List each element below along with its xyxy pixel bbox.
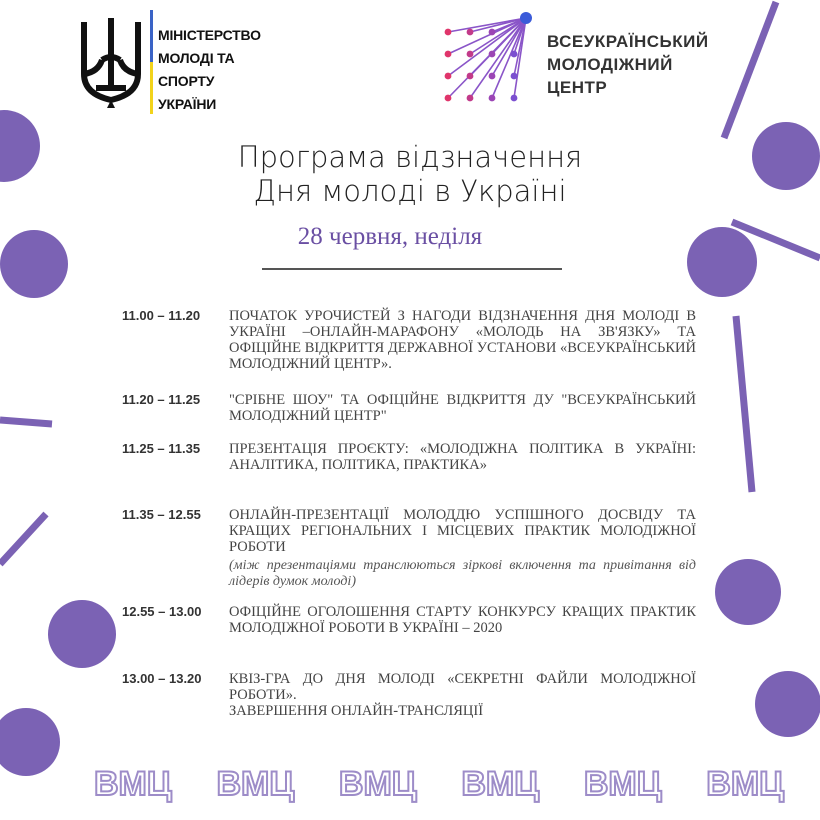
network-link (514, 18, 526, 98)
decor-line (0, 420, 52, 424)
schedule-text: КВІЗ-ГРА ДО ДНЯ МОЛОДІ «СЕКРЕТНІ ФАЙЛИ МОЛОДІЖНОЇ РОБОТИ». (229, 671, 696, 703)
network-node (467, 73, 474, 80)
footer-tags (94, 765, 784, 804)
trident-icon (78, 14, 144, 110)
footer-tag: ВМЦ (706, 765, 784, 803)
schedule-text: ОНЛАЙН-ПРЕЗЕНТАЦІЇ МОЛОДДЮ УСПІШНОГО ДОСВІДУ ТА КРАЩИХ РЕГІОНАЛЬНИХ І МІСЦЕВИХ ПРАКТИК МОЛОДІЖНОЇ РОБОТИ (229, 507, 696, 555)
schedule-time: 12.55 – 13.00 (122, 604, 202, 619)
ministry-line: МІНІСТЕРСТВО (158, 27, 261, 43)
network-node (445, 51, 452, 58)
network-icon (440, 10, 540, 110)
footer-tag: ВМЦ (583, 765, 662, 803)
footer-tag: ВМЦ (461, 765, 540, 803)
center-line: МОЛОДІЖНИЙ (547, 55, 673, 74)
schedule-text-block (229, 671, 696, 719)
decor-circle (755, 671, 820, 737)
decor-line (0, 514, 46, 564)
network-node (511, 73, 518, 80)
network-node (467, 29, 474, 36)
footer-tag: ВМЦ (216, 765, 295, 803)
ministry-name (158, 24, 288, 116)
center-logo (440, 10, 740, 110)
center-line: ВСЕУКРАЇНСЬКИЙ (547, 32, 709, 51)
network-node (489, 95, 496, 102)
schedule-text: ПОЧАТОК УРОЧИСТЕЙ З НАГОДИ ВІДЗНАЧЕННЯ ДНЯ МОЛОДІ В УКРАЇНІ –ОНЛАЙН-МАРАФОНУ «МОЛОДЬ НА ЗВ'ЯЗКУ» ТА ОФІЦІЙНЕ ВІДКРИТТЯ ДЕРЖАВНОЇ УСТАНОВИ «ВСЕУКРАЇНСЬКИЙ МОЛОДІЖНИЙ ЦЕНТР». (229, 308, 696, 372)
title-line: Програма відзначення (237, 140, 583, 174)
divider (262, 268, 562, 270)
network-node (445, 73, 452, 80)
schedule-time: 13.00 – 13.20 (122, 671, 202, 686)
schedule-time: 11.00 – 11.20 (122, 308, 201, 323)
schedule-text-block (229, 604, 696, 636)
schedule-suffix: – 2020 (458, 620, 503, 636)
title-line: Дня молоді в Україні (253, 174, 567, 208)
center-name (547, 30, 709, 99)
network-hub (520, 12, 532, 24)
decor-circle (0, 708, 60, 776)
schedule-time: 11.20 – 11.25 (122, 392, 201, 407)
schedule-time: 11.35 – 12.55 (122, 507, 201, 522)
event-date: 28 червня, неділя (297, 223, 483, 250)
footer-tag: ВМЦ (94, 765, 172, 803)
network-node (489, 73, 496, 80)
network-node (489, 51, 496, 58)
ministry-logo (78, 10, 288, 110)
decor-line (736, 316, 752, 492)
schedule-extra: ЗАВЕРШЕННЯ ОНЛАЙН-ТРАНСЛЯЦІЇ (229, 703, 484, 719)
schedule-time: 11.25 – 11.35 (122, 441, 201, 456)
ministry-line: УКРАЇНИ (158, 96, 217, 112)
network-node (511, 51, 518, 58)
schedule-note: (між презентаціями транслюються зіркові включення та привітання від лідерів думок молоді) (229, 558, 696, 589)
page-title (0, 140, 820, 208)
schedule-text: "СРІБНЕ ШОУ" ТА ОФІЦІЙНЕ ВІДКРИТТЯ ДУ "ВСЕУКРАЇНСЬКИЙ МОЛОДІЖНИЙ ЦЕНТР" (229, 392, 696, 424)
network-node (467, 95, 474, 102)
ministry-line: МОЛОДІ ТА СПОРТУ (158, 50, 235, 89)
schedule-text: ПРЕЗЕНТАЦІЯ ПРОЄКТУ: «МОЛОДІЖНА ПОЛІТИКА В УКРАЇНІ: АНАЛІТИКА, ПОЛІТИКА, ПРАКТИКА» (229, 441, 696, 473)
network-node (511, 95, 518, 102)
network-node (445, 29, 452, 36)
network-node (445, 95, 452, 102)
decor-circle (48, 600, 116, 668)
flag-bar (150, 10, 153, 114)
network-node (489, 29, 496, 36)
center-line: ЦЕНТР (547, 78, 608, 97)
decor-circle (715, 559, 781, 625)
network-node (467, 51, 474, 58)
schedule-text: ОФІЦІЙНЕ ОГОЛОШЕННЯ СТАРТУ КОНКУРСУ КРАЩИХ ПРАКТИК МОЛОДІЖНОЇ РОБОТИ В УКРАЇНІ (229, 604, 696, 636)
footer-tag: ВМЦ (338, 765, 417, 803)
